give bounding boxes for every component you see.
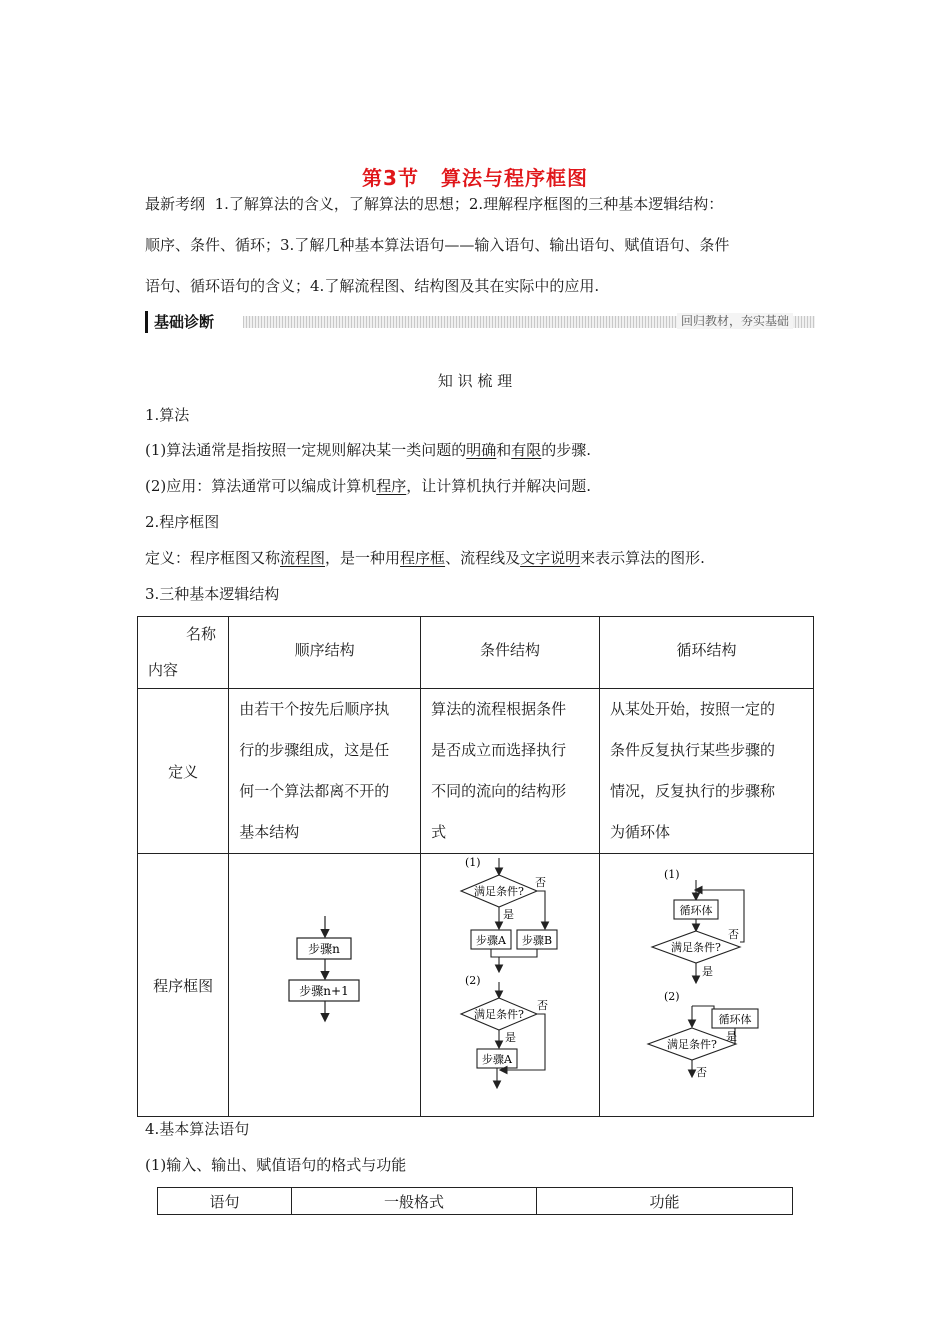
- cond1-stepA: 步骤A: [476, 934, 507, 947]
- blank-youxian: 有限: [511, 441, 542, 459]
- flow-condition-cell: [421, 854, 600, 1117]
- logic-structure-table: [137, 616, 814, 1117]
- loop1-body: 循环体: [679, 904, 713, 917]
- s2-heading: 2.程序框图: [145, 513, 220, 531]
- sequence-flowchart: [229, 854, 418, 1116]
- blank-wenzishuoming: 文字说明: [520, 549, 581, 567]
- s2-definition: 定义：程序框图又称流程图，是一种用程序框、流程线及文字说明来表示算法的图形.: [145, 549, 705, 567]
- loop1-no: 否: [728, 928, 739, 941]
- s1-paragraph-2: (2)应用：算法通常可以编成计算机程序，让计算机执行并解决问题.: [145, 477, 592, 495]
- cond2-yes: 是: [505, 1031, 517, 1044]
- condition-flowchart: [421, 854, 597, 1116]
- section-name: 算法与程序框图: [440, 166, 588, 190]
- page-title: [0, 162, 950, 191]
- def-loop: 从某处开始，按照一定的 条件反复执行某些步骤的 情况，反复执行的步骤称 为循环体: [600, 689, 814, 854]
- cond-label-2: (2): [465, 974, 481, 987]
- flow-sequence-cell: [229, 854, 421, 1117]
- loop2-yes: 是: [726, 1030, 737, 1043]
- row-header-flowchart: 程序框图: [138, 854, 229, 1117]
- loop2-condition: 满足条件?: [667, 1038, 717, 1051]
- loop2-no: 否: [696, 1066, 707, 1079]
- loop2-body: 循环体: [718, 1013, 752, 1026]
- loop1-yes: 是: [702, 965, 713, 978]
- s1-paragraph-1: (1)算法通常是指按照一定规则解决某一类问题的明确和有限的步骤.: [145, 441, 592, 459]
- s4-heading: 4.基本算法语句: [145, 1120, 250, 1138]
- col-header-loop: 循环结构: [600, 617, 814, 689]
- col-header-sequence: 顺序结构: [229, 617, 421, 689]
- blank-chengxu: 程序: [376, 477, 407, 495]
- step-n1-label: 步骤n+1: [299, 984, 349, 998]
- section-banner: [145, 311, 815, 335]
- blank-liuchengtu: 流程图: [280, 549, 326, 567]
- loop-label-2: (2): [664, 990, 680, 1003]
- corner-cell: 名称 内容: [138, 617, 229, 689]
- flow-loop-cell: [600, 854, 814, 1117]
- cond2-stepA: 步骤A: [482, 1053, 513, 1066]
- cond1-no: 否: [535, 876, 547, 889]
- def-sequence: 由若干个按先后顺序执 行的步骤组成，这是任 何一个算法都离不开的 基本结构: [229, 689, 421, 854]
- cond2-condition: 满足条件?: [474, 1008, 525, 1021]
- cond2-no: 否: [537, 999, 549, 1012]
- cond1-condition: 满足条件?: [474, 885, 525, 898]
- banner-label: 基础诊断: [145, 311, 220, 333]
- col-header-condition: 条件结构: [421, 617, 600, 689]
- banner-right-text: 回归教材，夯实基础: [677, 313, 793, 329]
- cond1-yes: 是: [503, 908, 515, 921]
- outline-label: 最新考纲: [145, 195, 206, 213]
- cond1-stepB: 步骤B: [522, 934, 553, 947]
- s3-heading: 3.三种基本逻辑结构: [145, 585, 280, 603]
- blank-mingque: 明确: [466, 441, 497, 459]
- cond-label-1: (1): [465, 856, 481, 869]
- loop-flowchart: [600, 854, 813, 1116]
- outline-line-2: 顺序、条件、循环；3.了解几种基本算法语句——输入语句、输出语句、赋值语句、条件: [145, 236, 730, 254]
- s4-sub1: (1)输入、输出、赋值语句的格式与功能: [145, 1156, 407, 1174]
- blank-chengxukuang: 程序框: [400, 549, 446, 567]
- header-function: 功能: [537, 1188, 793, 1215]
- outline-line-1: 最新考纲 1.了解算法的含义，了解算法的思想；2.理解程序框图的三种基本逻辑结构：: [145, 195, 724, 213]
- knowledge-subtitle: 知 识 梳 理: [437, 372, 513, 390]
- statement-table: [157, 1187, 793, 1215]
- s1-heading: 1.算法: [145, 406, 190, 424]
- row-header-definition: 定义: [138, 689, 229, 854]
- header-format: 一般格式: [292, 1188, 537, 1215]
- header-statement: 语句: [158, 1188, 292, 1215]
- def-condition: 算法的流程根据条件 是否成立而选择执行 不同的流向的结构形 式: [421, 689, 600, 854]
- section-number: 第3节: [362, 166, 419, 190]
- loop-label-1: (1): [664, 868, 680, 881]
- loop1-condition: 满足条件?: [671, 941, 721, 954]
- step-n-label: 步骤n: [308, 942, 341, 956]
- outline-line-3: 语句、循环语句的含义；4.了解流程图、结构图及其在实际中的应用.: [145, 277, 600, 295]
